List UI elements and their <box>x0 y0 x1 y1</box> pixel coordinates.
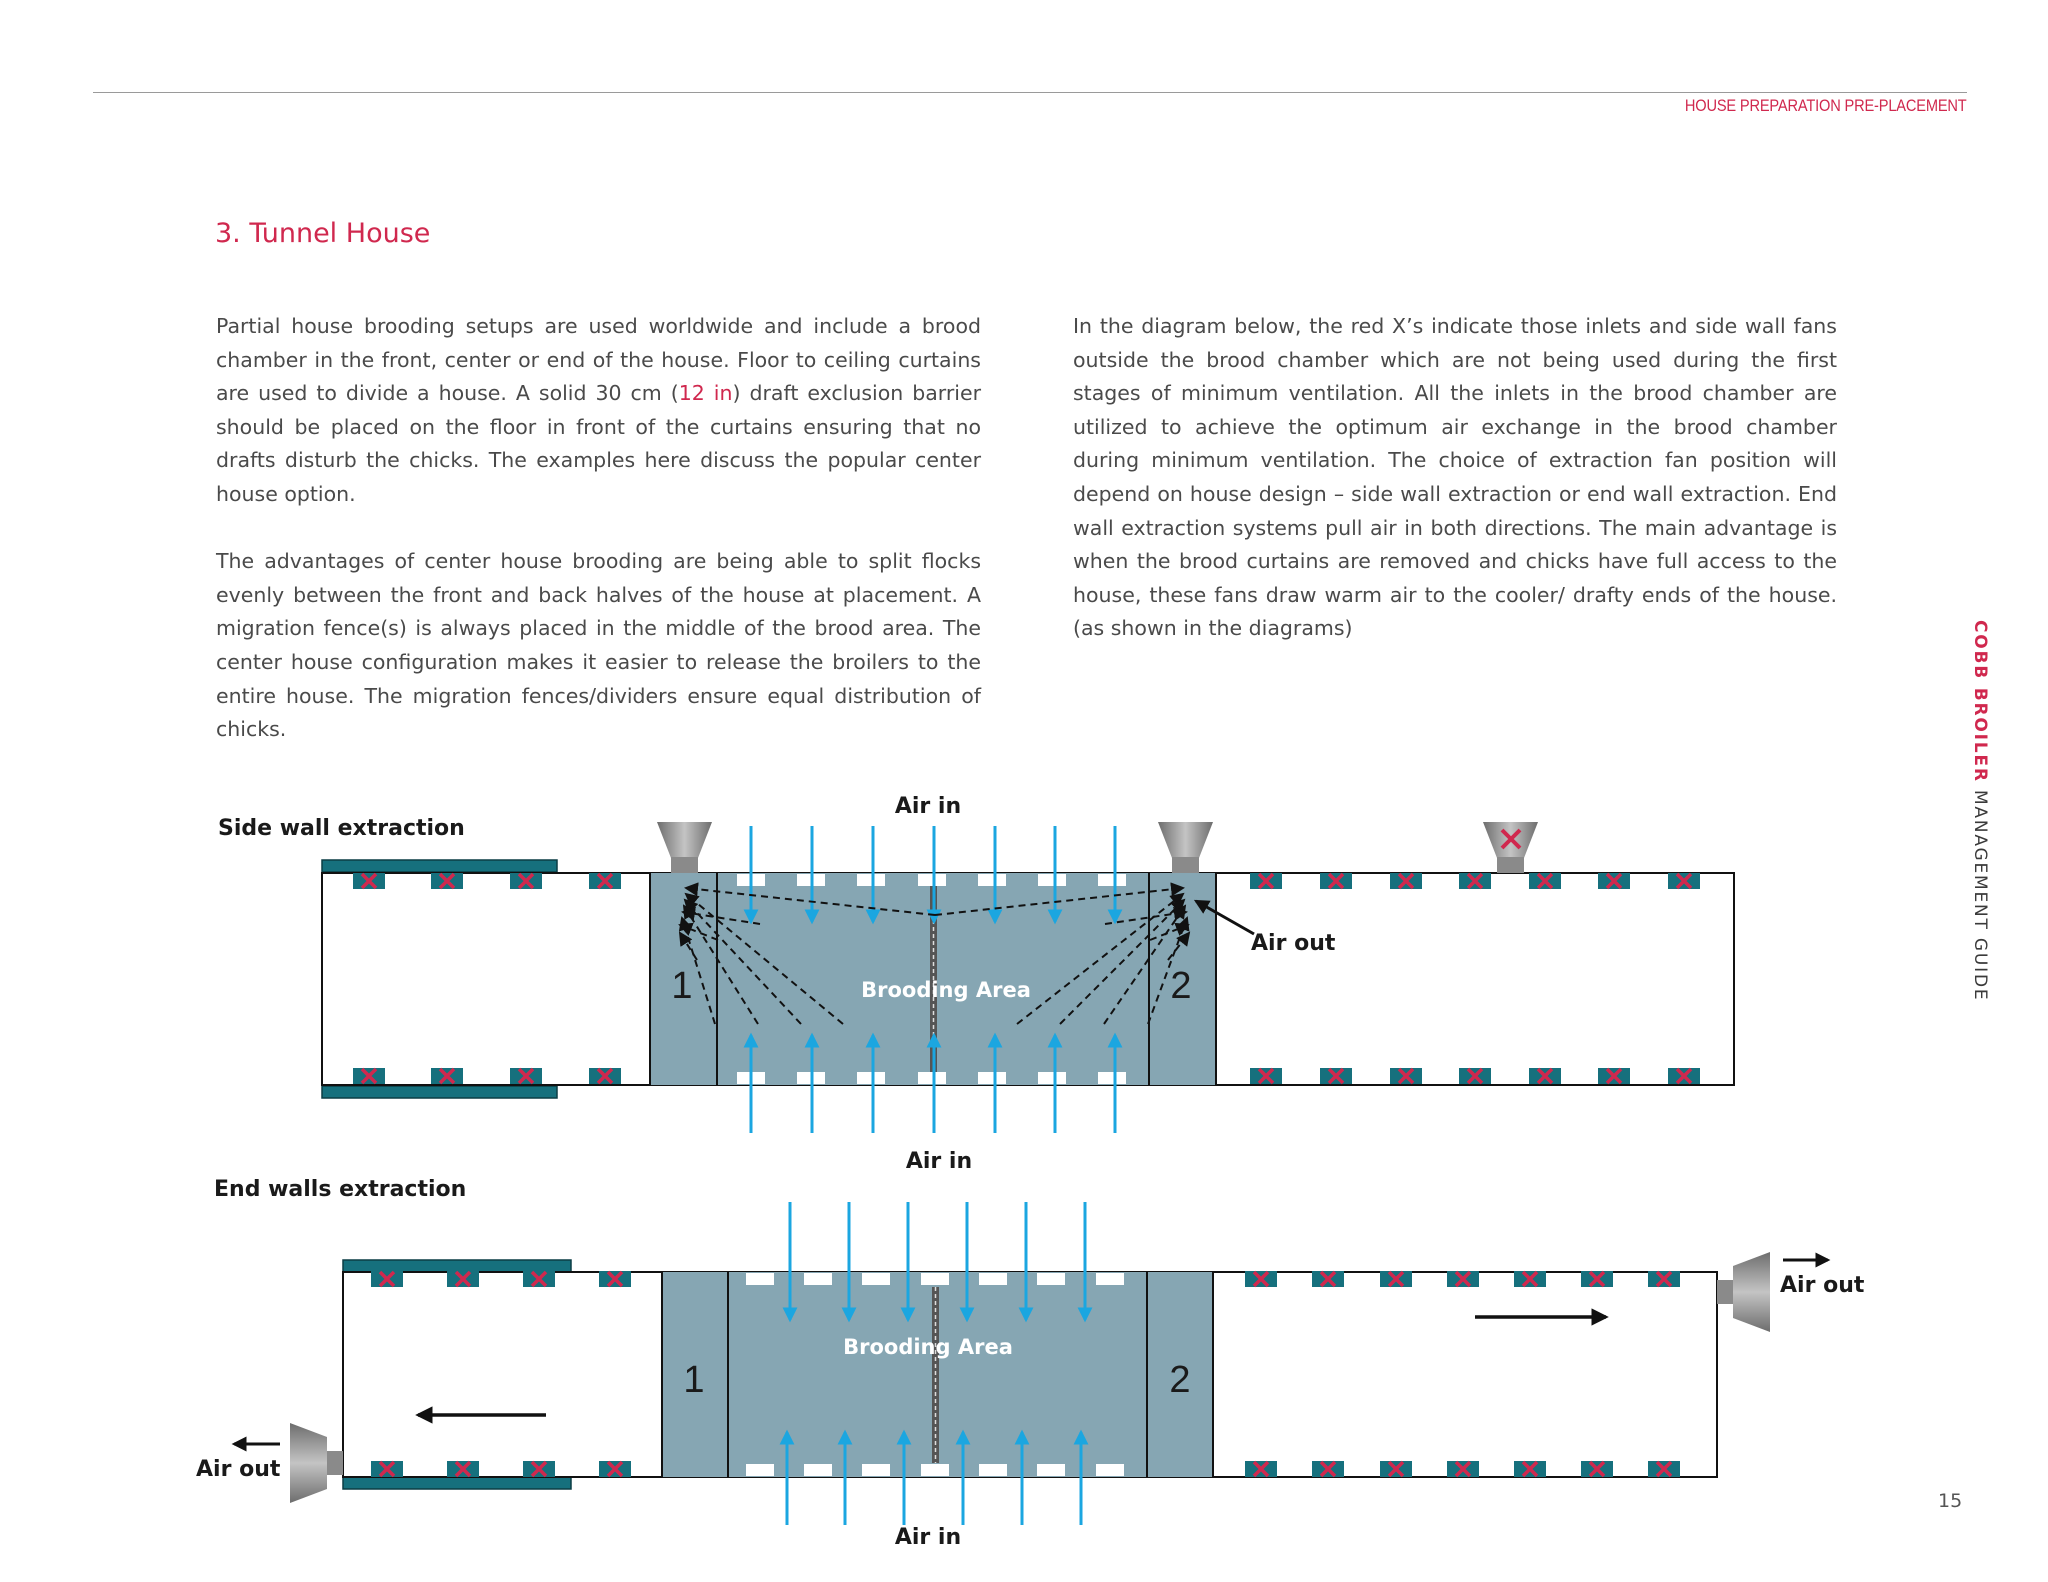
zone-2-label: 2 <box>1169 1359 1191 1401</box>
brooding-area-label: Brooding Area <box>861 978 1031 1002</box>
page-number: 15 <box>1938 1490 1963 1512</box>
end-walls-title: End walls extraction <box>214 1177 467 1202</box>
fan-icon <box>1717 1252 1770 1332</box>
zone-2-label: 2 <box>1170 965 1192 1007</box>
curtain-bar-top <box>343 1260 571 1272</box>
side-guide-label: COBB BROILER MANAGEMENT GUIDE <box>1970 620 1990 1002</box>
side-wall-title: Side wall extraction <box>218 816 465 841</box>
section-title: 3. Tunnel House <box>215 218 431 249</box>
side-wall-diagram <box>218 794 1734 1174</box>
side-wall-air-in-top-label: Air in <box>894 794 962 819</box>
left-paragraph-2: The advantages of center house brooding are being able to split flocks evenly between the front and back halves of the house at placement. A migration fence(s) is always placed in the middle of the brood area. The center house configuration makes it easier to release the broilers to the entire house. The migration fences/dividers ensure equal distribution of chicks. <box>216 549 981 742</box>
curtain-bar-bottom <box>322 1086 557 1098</box>
highlight-measurement: 12 in <box>678 381 733 406</box>
side-wall-air-out-label: Air out <box>1251 931 1336 956</box>
end-walls-air-in-bottom-label: Air in <box>894 1525 962 1550</box>
zone-1-label: 1 <box>671 965 693 1007</box>
end-walls-diagram <box>196 1177 1865 1550</box>
zone-1-label: 1 <box>683 1359 705 1401</box>
fan-icon <box>290 1423 343 1503</box>
header-section-label: HOUSE PREPARATION PRE-PLACEMENT <box>1685 96 1967 115</box>
curtain-bar-bottom <box>343 1477 571 1489</box>
end-walls-air-out-left-label: Air out <box>196 1457 281 1482</box>
fan-icon <box>1158 822 1213 873</box>
brooding-area-label: Brooding Area <box>843 1335 1013 1359</box>
end-walls-air-out-right-label: Air out <box>1780 1273 1865 1298</box>
right-paragraph-1: In the diagram below, the red X’s indicate those inlets and side wall fans outside the brood chamber which are not being used during the first stages of minimum ventilation. All the inlets in the brood chamber are utilized to achieve the optimum air exchange in the brood chamber during minimum ventilation. The choice of extraction fan position will depend on house design – side wall extraction or end wall extraction. End wall extraction systems pull air in both directions. The main advantage is when the brood curtains are removed and chicks have full access to the house, these fans draw warm air to the cooler/ drafty ends of the house. (as shown in the diagrams) <box>1073 314 1837 641</box>
disabled-fan-icon <box>1483 822 1538 873</box>
left-paragraph-1: Partial house brooding setups are used worldwide and include a brood chamber in the front, center or end of the house. Floor to ceiling curtains are used to divide a house. A solid 30 cm (12 in) draft exclusion barrier should be placed on the floor in front of the curtains ensuring that no drafts disturb the chicks. The examples here discuss the popular center house option. <box>216 314 981 506</box>
fan-icon <box>657 822 712 873</box>
curtain-bar-top <box>322 860 557 872</box>
side-wall-air-in-bottom-label: Air in <box>905 1149 973 1174</box>
